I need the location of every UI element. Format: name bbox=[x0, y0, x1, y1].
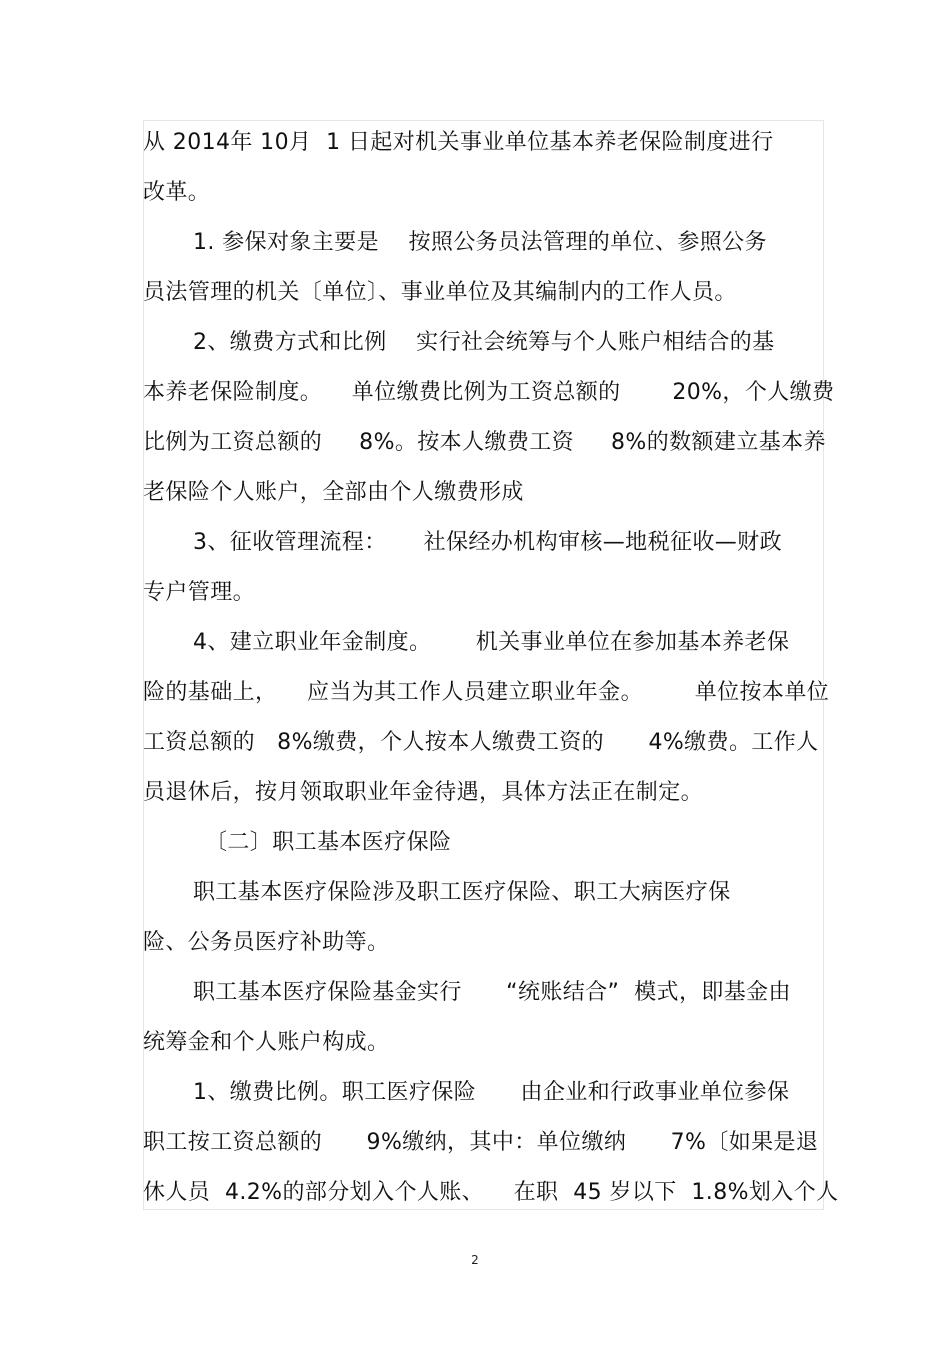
text-line: 4、建立职业年金制度。 机关事业单位在参加基本养老保 bbox=[193, 630, 790, 655]
text-line: 险、公务员医疗补助等。 bbox=[143, 930, 390, 955]
text-line: 1、缴费比例。职工医疗保险 由企业和行政事业单位参保 bbox=[193, 1080, 790, 1105]
text-line: 本养老保险制度。 单位缴费比例为工资总额的 20%，个人缴费 bbox=[143, 380, 835, 405]
section-heading: 〔二〕职工基本医疗保险 bbox=[205, 830, 452, 855]
text-line: 从 2014年 10月 1 日起对机关事业单位基本养老保险制度进行 bbox=[143, 130, 774, 155]
text-line: 职工按工资总额的 9%缴纳，其中：单位缴纳 7%〔如果是退 bbox=[143, 1130, 819, 1155]
page-number: 2 bbox=[471, 1253, 479, 1267]
text-line: 比例为工资总额的 8%。按本人缴费工资 8%的数额建立基本养 bbox=[143, 430, 826, 455]
text-line: 3、征收管理流程： 社保经办机构审核—地税征收—财政 bbox=[193, 530, 782, 555]
text-line: 员退休后，按月领取职业年金待遇，具体方法正在制定。 bbox=[143, 780, 704, 805]
text-line: 险的基础上， 应当为其工作人员建立职业年金。 单位按本单位 bbox=[143, 680, 830, 705]
text-line: 统筹金和个人账户构成。 bbox=[143, 1030, 390, 1055]
text-line: 1. 参保对象主要是 按照公务员法管理的单位、参照公务 bbox=[193, 230, 767, 255]
text-line: 2、缴费方式和比例 实行社会统筹与个人账户相结合的基 bbox=[193, 330, 775, 355]
text-line: 老保险个人账户，全部由个人缴费形成 bbox=[143, 480, 524, 505]
text-line: 工资总额的 8%缴费，个人按本人缴费工资的 4%缴费。工作人 bbox=[143, 730, 819, 755]
text-line: 休人员 4.2%的部分划入个人账、 在职 45 岁以下 1.8%划入个人 bbox=[143, 1180, 839, 1205]
text-line: 职工基本医疗保险涉及职工医疗保险、职工大病医疗保 bbox=[193, 880, 731, 905]
text-line: 改革。 bbox=[143, 180, 211, 205]
text-line: 员法管理的机关〔单位〕、事业单位及其编制内的工作人员。 bbox=[143, 280, 737, 305]
text-line: 职工基本医疗保险基金实行 “统账结合” 模式，即基金由 bbox=[193, 980, 791, 1005]
text-line: 专户管理。 bbox=[143, 580, 256, 605]
